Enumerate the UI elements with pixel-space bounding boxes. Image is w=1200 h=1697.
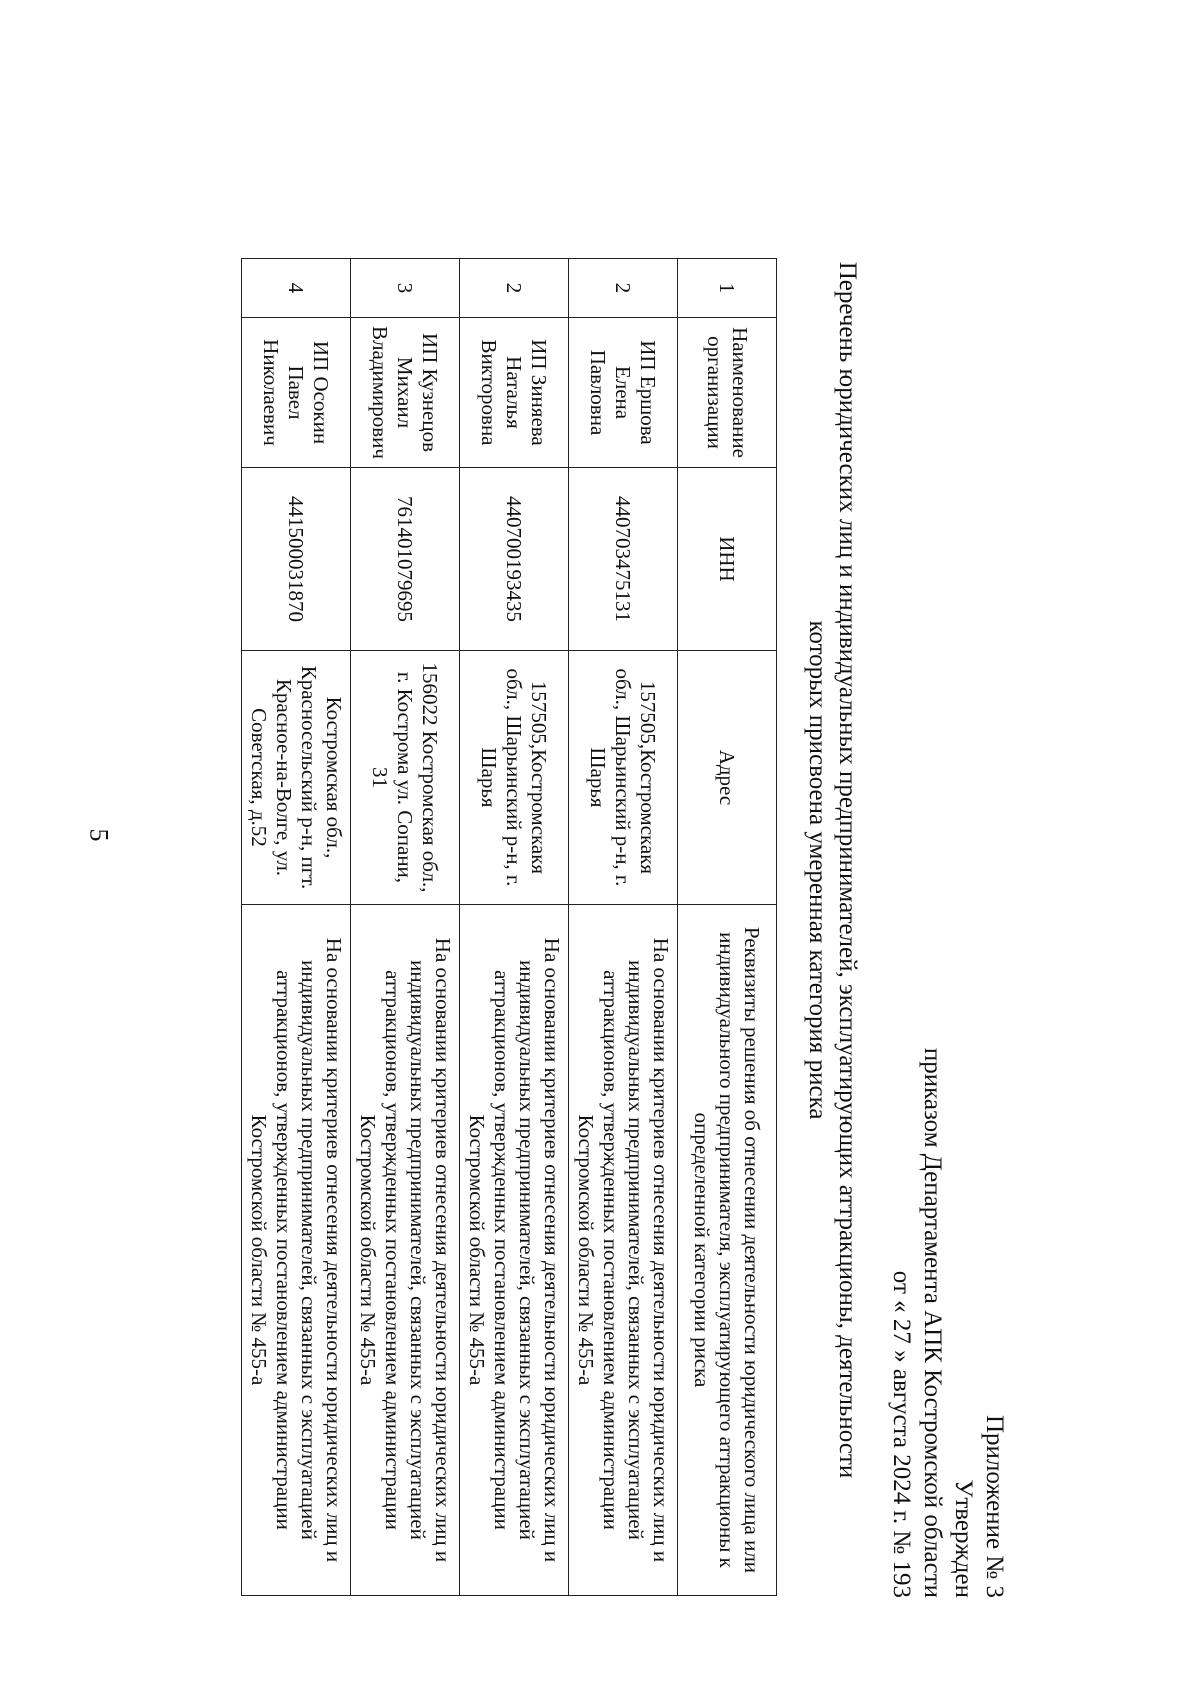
row-name: ИП Кузнецов Михаил Владимирович	[351, 318, 460, 468]
row-name: ИП Зиняева Наталья Викторовна	[460, 318, 569, 468]
row-num: 2	[569, 259, 678, 318]
table-header-row	[678, 259, 777, 1596]
row-address: Костромская обл., Красносельский р-н, пгт. Красное-на-Волге, ул. Советская, д.52	[242, 650, 351, 904]
row-num: 2	[460, 259, 569, 318]
row-address: 157505,Костромскакя обл., Шарьинский р-н, г. Шарья	[460, 650, 569, 904]
row-name: ИП Осокин Павел Николаевич	[242, 318, 351, 468]
register-table	[241, 258, 777, 1596]
title-line-2: которых присвоена умеренная категория риска	[804, 620, 831, 1120]
row-requisites: На основании критериев отнесения деятельности юридических лиц и индивидуальных предпринимателей, связанных с эксплуатацией аттракционов, утвержденных постановлением администрации Костромской области № 455-а	[569, 904, 678, 1595]
header-num: 1	[678, 259, 777, 318]
row-requisites: На основании критериев отнесения деятельности юридических лиц и индивидуальных предпринимателей, связанных с эксплуатацией аттракционов, утвержденных постановлением администрации Костромской области № 455-а	[460, 904, 569, 1595]
document-title	[802, 120, 862, 1620]
row-inn: 441500031870	[242, 467, 351, 650]
appendix-label: Приложение № 3	[981, 1414, 1008, 1598]
row-inn: 440700193435	[460, 467, 569, 650]
row-name: ИП Ершова Елена Павловна	[569, 318, 678, 468]
approved-label: Утвержден	[950, 1479, 977, 1598]
row-address: 156022 Костромская обл., г. Кострома ул. Сопани, 31	[351, 650, 460, 904]
row-inn: 761401079695	[351, 467, 460, 650]
table-row	[351, 259, 460, 1596]
table-row	[569, 259, 678, 1596]
table-row	[242, 259, 351, 1596]
row-requisites: На основании критериев отнесения деятельности юридических лиц и индивидуальных предпринимателей, связанных с эксплуатацией аттракционов, утвержденных постановлением администрации Костромской области № 455-а	[351, 904, 460, 1595]
row-num: 4	[242, 259, 351, 318]
document-sheet	[247, 120, 1010, 1620]
row-requisites: На основании критериев отнесения деятельности юридических лиц и индивидуальных предпринимателей, связанных с эксплуатацией аттракционов, утвержденных постановлением администрации Костромской области № 455-а	[242, 904, 351, 1595]
header-inn: ИНН	[678, 467, 777, 650]
title-line-1: Перечень юридических лиц и индивидуальных предпринимателей, эксплуатирующих аттракционы, деятельности	[834, 261, 861, 1479]
header-requisites: Реквизиты решения об отнесении деятельности юридического лица или индивидуального предпринимателя, эксплуатирующего аттракционы к определенной категории риска	[678, 904, 777, 1595]
header-address: Адрес	[678, 650, 777, 904]
approval-block	[886, 1048, 1010, 1598]
order-date-number: от « 27 » августа 2024 г. № 193	[888, 1270, 915, 1598]
page-number: 5	[84, 828, 114, 842]
row-address: 157505,Костромскакя обл., Шарьинский р-н, г. Шарья	[569, 650, 678, 904]
row-inn: 440703475131	[569, 467, 678, 650]
row-num: 3	[351, 259, 460, 318]
header-name: Наименование организации	[678, 318, 777, 468]
order-issuer: приказом Департамента АПК Костромской области	[919, 1047, 946, 1598]
table-row	[460, 259, 569, 1596]
